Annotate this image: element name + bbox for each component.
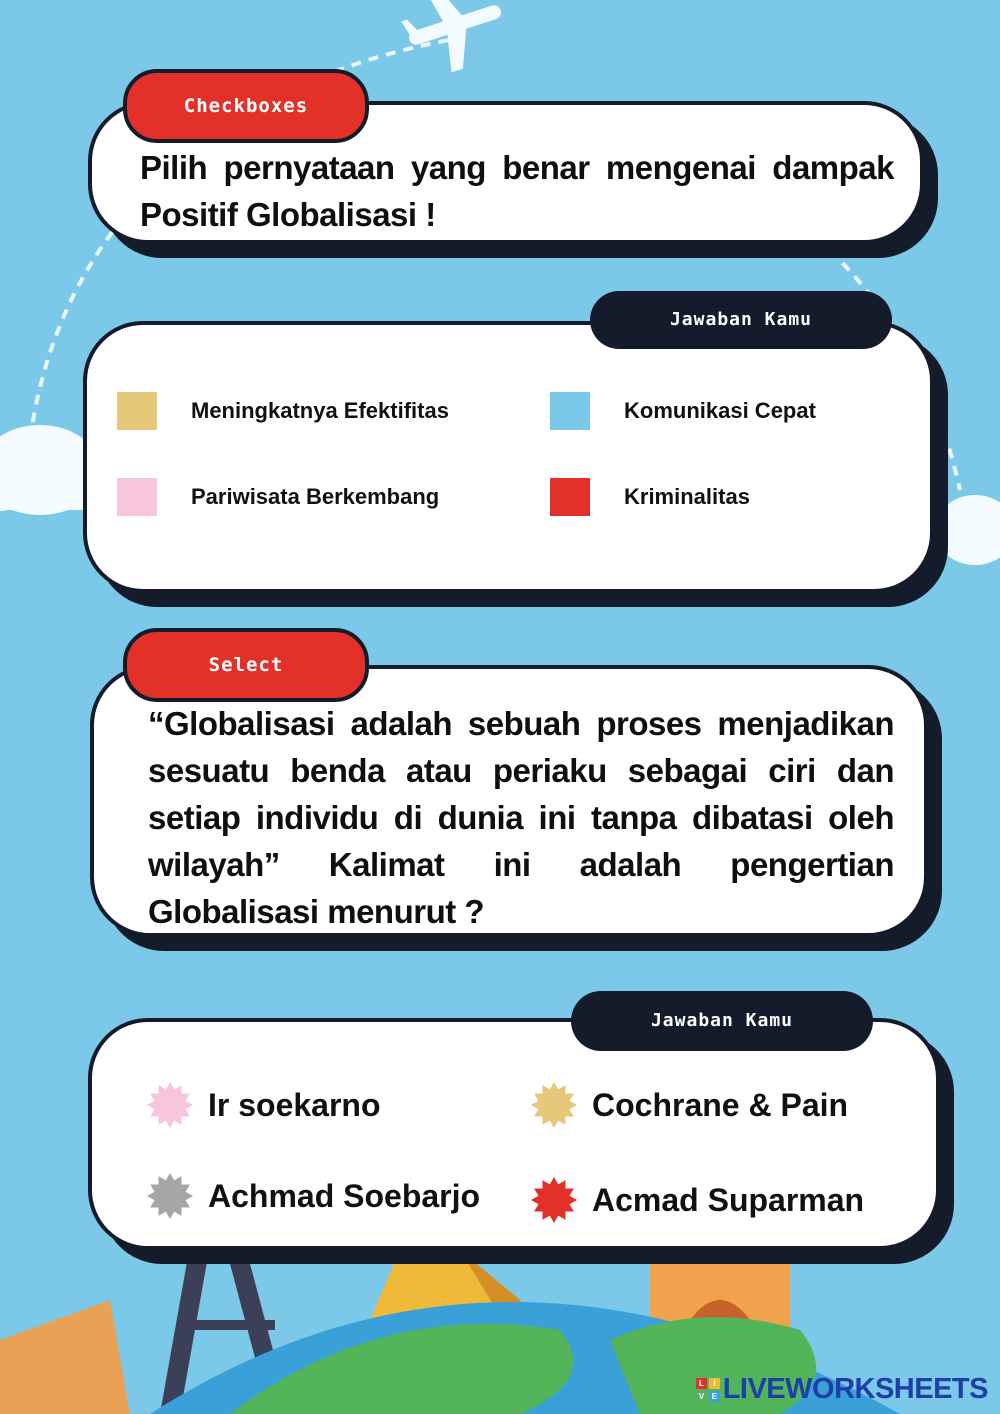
option-label: Acmad Suparman: [592, 1181, 865, 1218]
checkbox-option-1[interactable]: [117, 392, 449, 430]
brand-logo-icon: L I V E: [696, 1378, 720, 1402]
question-text-2: “Globalisasi adalah sebuah proses menjadikan sesuatu benda atau periaku sebagai ciri dan setiap individu di dunia ini tanpa dibatasi oleh wilayah” Kalimat ini adalah pengertian Globalisasi menurut ?: [148, 705, 894, 930]
select-option-1[interactable]: [146, 1081, 381, 1129]
option-label: Kriminalitas: [624, 484, 750, 509]
your-answer-label-1: Jawaban Kamu: [590, 291, 892, 349]
section-tag-select: Select: [123, 628, 369, 702]
option-swatch: [550, 392, 590, 430]
sunburst-icon: [530, 1176, 578, 1224]
sunburst-icon: [146, 1172, 194, 1220]
option-swatch: [550, 478, 590, 516]
option-label: Komunikasi Cepat: [624, 398, 816, 423]
question-text-1: Pilih pernyataan yang benar mengenai dampak Positif Globalisasi !: [140, 149, 894, 233]
checkbox-option-4[interactable]: [550, 478, 750, 516]
option-swatch: [117, 392, 157, 430]
colosseum-icon: [0, 1300, 130, 1414]
airplane-icon: [394, 0, 514, 82]
checkbox-option-3[interactable]: [117, 478, 439, 516]
select-option-2[interactable]: [530, 1081, 848, 1129]
section-tag-checkboxes: Checkboxes: [123, 69, 369, 143]
answer-card-1: [83, 321, 934, 593]
option-label: Pariwisata Berkembang: [191, 484, 440, 509]
brand-text: LIVEWORKSHEETS: [722, 1373, 988, 1405]
select-option-3[interactable]: [146, 1172, 480, 1220]
cloud-icon-right: [930, 495, 1000, 565]
option-swatch: [117, 478, 157, 516]
option-label: Ir soekarno: [208, 1086, 381, 1123]
liveworksheets-brand: [696, 1373, 988, 1406]
select-option-4[interactable]: [530, 1176, 864, 1224]
checkbox-option-2[interactable]: [550, 392, 816, 430]
option-label: Achmad Soebarjo: [208, 1177, 481, 1214]
sunburst-icon: [530, 1081, 578, 1129]
option-label: Cochrane & Pain: [592, 1086, 849, 1123]
sunburst-icon: [146, 1081, 194, 1129]
option-label: Meningkatnya Efektifitas: [191, 398, 449, 423]
your-answer-label-2: Jawaban Kamu: [571, 991, 873, 1051]
